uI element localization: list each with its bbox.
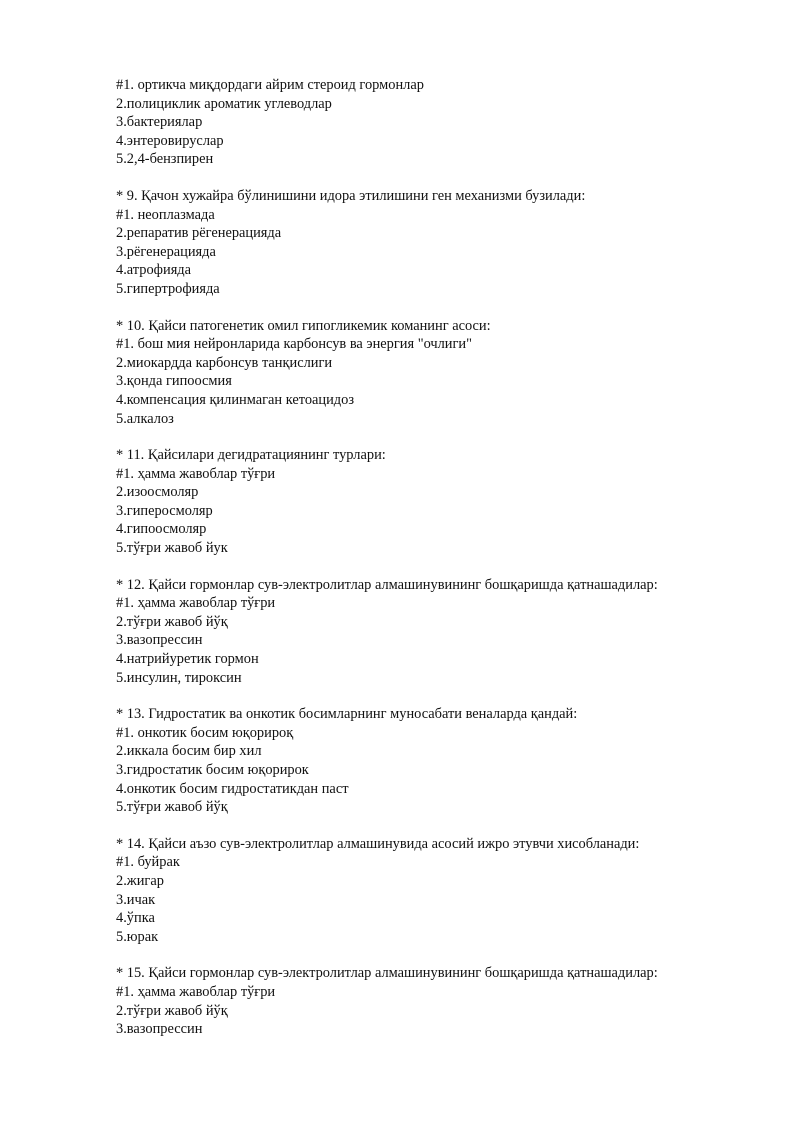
answer-line: 2.жигар bbox=[116, 872, 164, 889]
answer-line: 3.вазопрессин bbox=[116, 1021, 203, 1038]
question-text: * 14. Қайси аъзо сув-электролитлар алмашинувида асосий ижро этувчи хисобланади: bbox=[116, 835, 640, 852]
answer-line: 4.ўпка bbox=[116, 910, 155, 927]
answer-line: 5.2,4-бензпирен bbox=[116, 151, 214, 168]
answer-line: #1. бош мия нейронларида карбонсув ва энергия "очлиги" bbox=[116, 336, 472, 353]
answer-line: 4.энтеровируслар bbox=[116, 132, 224, 149]
answer-line: 5.инсулин, тироксин bbox=[116, 669, 242, 686]
question-text: * 10. Қайси патогенетик омил гипогликемик команинг асоси: bbox=[116, 317, 491, 334]
answer-line: #1. ҳамма жавоблар тўғри bbox=[116, 595, 276, 612]
answer-line: 2.миокардда карбонсув танқислиги bbox=[116, 354, 333, 371]
document-page bbox=[116, 76, 756, 1057]
answer-line: 4.атрофияда bbox=[116, 262, 192, 279]
question-text: * 11. Қайсилари дегидратациянинг турлари: bbox=[116, 447, 386, 464]
answer-line: 3.гидростатик босим юқорирок bbox=[116, 762, 309, 778]
answer-line: 5.тўғри жавоб йўқ bbox=[116, 799, 228, 816]
answer-line: #1. ҳамма жавоблар тўғри bbox=[116, 983, 276, 1000]
answer-line: 5.юрак bbox=[116, 928, 159, 945]
answer-line: #1. ҳамма жавоблар тўғри bbox=[116, 465, 276, 482]
answer-line: 3.рёгенерацияда bbox=[116, 243, 216, 260]
answer-line: 5.гипертрофияда bbox=[116, 280, 220, 297]
question-block-13 bbox=[116, 705, 756, 817]
answer-line: 2.тўғри жавоб йўқ bbox=[116, 1002, 228, 1019]
question-block-11 bbox=[116, 446, 756, 558]
answer-line: 5.тўғри жавоб йук bbox=[116, 540, 228, 557]
answer-line: #1. неоплазмада bbox=[116, 206, 215, 223]
answer-line: 3.қонда гипоосмия bbox=[116, 373, 232, 390]
answer-line: 2.изоосмоляр bbox=[116, 484, 199, 501]
question-block-15 bbox=[116, 964, 756, 1038]
answer-line: 3.ичак bbox=[116, 891, 156, 908]
question-block-9 bbox=[116, 187, 756, 299]
answer-line: 4.компенсация қилинмаган кетоацидоз bbox=[116, 391, 355, 408]
answer-line: 4.гипоосмоляр bbox=[116, 521, 207, 538]
question-block-8-answers bbox=[116, 76, 756, 169]
question-block-12 bbox=[116, 576, 756, 688]
answer-line: 2.иккала босим бир хил bbox=[116, 743, 262, 760]
question-block-10 bbox=[116, 317, 756, 429]
answer-line: 5.алкалоз bbox=[116, 410, 174, 427]
question-text: * 13. Гидростатик ва онкотик босимларнинг муносабати веналарда қандай: bbox=[116, 706, 578, 723]
answer-line: 3.бактериялар bbox=[116, 114, 203, 131]
question-text: * 12. Қайси гормонлар сув-электролитлар алмашинувининг бошқаришда қатнашадилар: bbox=[116, 576, 658, 593]
answer-line: #1. буйрак bbox=[116, 854, 180, 871]
question-block-14 bbox=[116, 835, 756, 947]
answer-line: 2.полициклик ароматик углеводлар bbox=[116, 95, 332, 112]
answer-line: 2.репаратив рёгенерацияда bbox=[116, 225, 282, 242]
question-text: * 9. Қачон хужайра бўлинишини идора этилишини ген механизми бузилади: bbox=[116, 187, 586, 204]
answer-line: 3.вазопрессин bbox=[116, 632, 203, 649]
answer-line: 4.натрийуретик гормон bbox=[116, 651, 259, 668]
answer-line: 4.онкотик босим гидростатикдан паст bbox=[116, 780, 349, 797]
answer-line: 2.тўғри жавоб йўқ bbox=[116, 613, 228, 630]
question-text: * 15. Қайси гормонлар сув-электролитлар алмашинувининг бошқаришда қатнашадилар: bbox=[116, 965, 658, 982]
answer-line: #1. онкотик босим юқорироқ bbox=[116, 724, 294, 741]
answer-line: 3.гиперосмоляр bbox=[116, 502, 213, 519]
answer-line: #1. ортикча миқдордаги айрим стероид гормонлар bbox=[116, 77, 424, 93]
